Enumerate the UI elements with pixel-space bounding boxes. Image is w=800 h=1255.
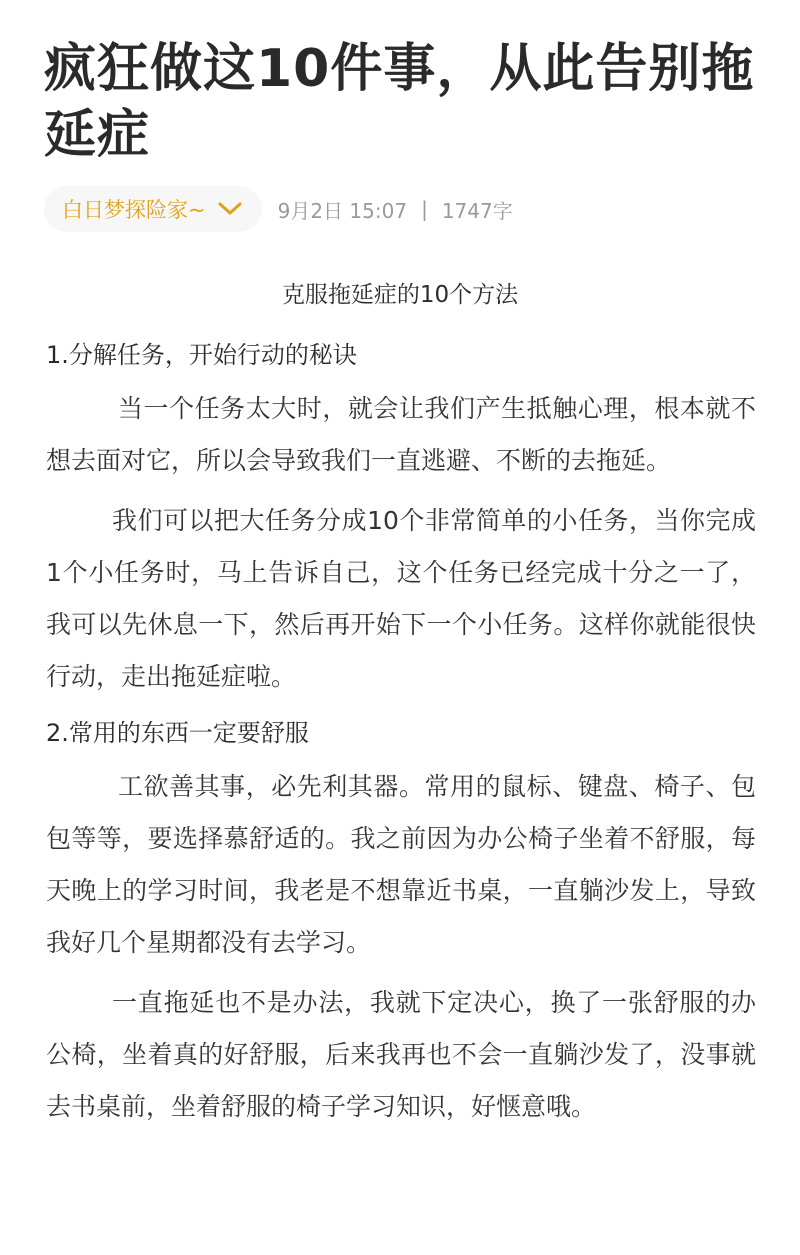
meta-separator: | [421, 197, 428, 221]
paragraph: 一直拖延也不是办法，我就下定决心，换了一张舒服的办公椅，坐着真的好舒服，后来我再也不会一直躺沙发了，没事就去书桌前，坐着舒服的椅子学习知识，好惬意哦。 [46, 988, 756, 1121]
section-heading: 1.分解任务，开始行动的秘诀 [46, 341, 357, 369]
article-title: 疯狂做这10件事，从此告别拖延症 [44, 39, 755, 165]
word-count: 1747字 [441, 198, 513, 223]
article-subtitle: 克服拖延症的10个方法 [281, 282, 519, 308]
article-body [46, 335, 756, 1133]
paragraph: 工欲善其事，必先利其器。常用的鼠标、键盘、椅子、包包等等，要选择慕舒适的。我之前因为办公椅子坐着不舒服，每天晚上的学习时间，我老是不想靠近书桌，一直躺沙发上，导致我好几个星期都没有去学习。 [46, 772, 756, 957]
publish-info [278, 195, 513, 224]
author-name: 白日梦探险家~ [62, 198, 206, 222]
article-meta [44, 186, 513, 232]
chevron-down-icon [216, 199, 244, 219]
section-heading: 2.常用的东西一定要舒服 [46, 719, 309, 747]
paragraph: 我们可以把大任务分成10个非常简单的小任务，当你完成1个小任务时，马上告诉自己，这个任务已经完成十分之一了，我可以先休息一下，然后再开始下一个小任务。这样你就能很快行动，走出拖延症啦。 [46, 506, 756, 691]
paragraph: 当一个任务太大时，就会让我们产生抵触心理，根本就不想去面对它，所以会导致我们一直逃避、不断的去拖延。 [46, 394, 756, 475]
publish-date: 9月2日 15:07 [277, 198, 408, 223]
author-button[interactable] [44, 186, 262, 232]
